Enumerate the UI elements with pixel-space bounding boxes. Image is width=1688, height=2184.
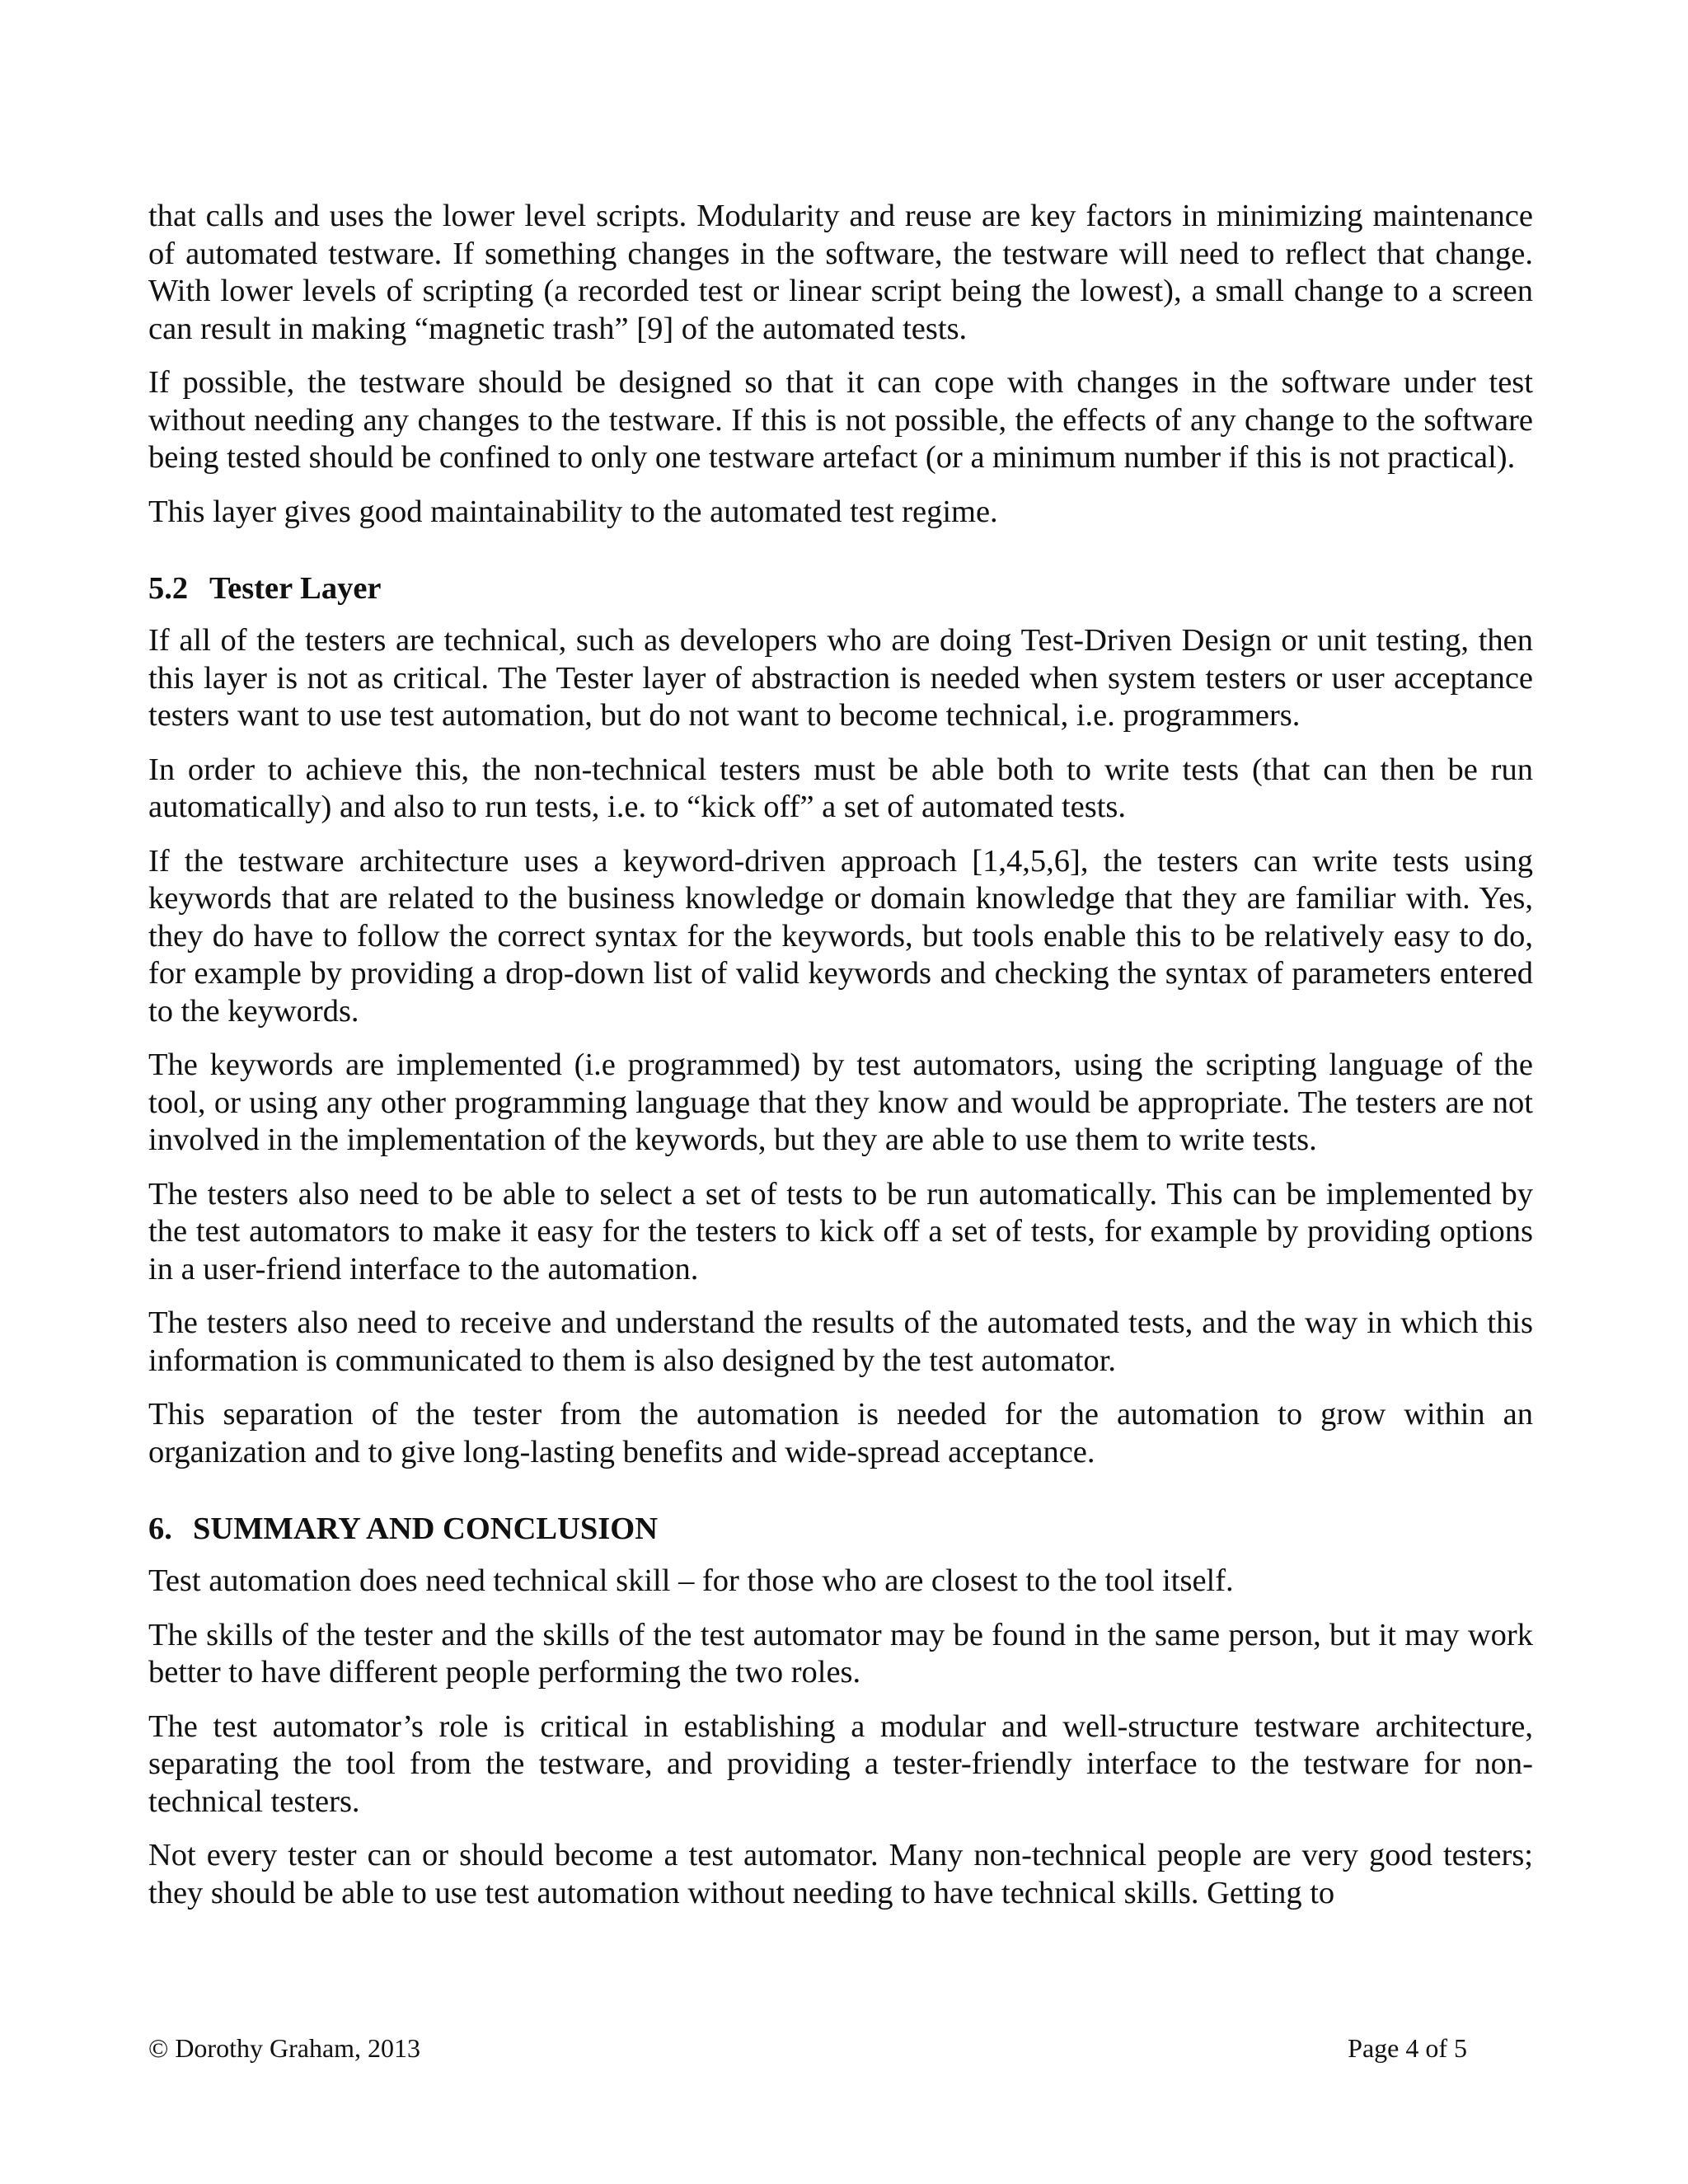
paragraph: If the testware architecture uses a keyword-driven approach [1,4,5,6], the testers can write tests using keywords that are related to the business knowledge or domain knowledge that they are familiar with. Yes, they do have to follow the correct syntax for the keywords, but tools enable this to be relatively easy to do, for example by providing a drop-down list of valid keywords and checking the syntax of parameters entered to the keywords. [148,843,1533,1029]
paragraph: Not every tester can or should become a test automator. Many non-technical people are very good testers; they should be able to use test automation without needing to have technical skills. Getting to [148,1838,1533,1910]
paragraph: The testers also need to receive and understand the results of the automated tests, and the way in which this information is communicated to them is also designed by the test automator. [148,1305,1533,1378]
paragraph: that calls and uses the lower level scripts. Modularity and reuse are key factors in minimizing maintenance of automated testware. If something changes in the software, the testware will need to reflect that change. With lower levels of scripting (a recorded test or linear script being the lowest), a small change to a screen can result in making “magnetic trash” [9] of the automated tests. [148,199,1533,346]
paragraph: This layer gives good maintainability to the automated test regime. [148,494,998,529]
section-number: 5.2 [148,571,189,606]
section-heading-5-2 [148,570,1533,607]
paragraph: The keywords are implemented (i.e programmed) by test automators, using the scripting language of the tool, or using any other programming language that they know and would be appropriate. The testers are not involved in the implementation of the keywords, but they are able to use them to write tests. [148,1047,1533,1157]
section-heading-6 [148,1511,1533,1548]
paragraph: If possible, the testware should be designed so that it can cope with changes in the software under test without needing any changes to the testware. If this is not possible, the effects of any change to the software being tested should be confined to only one testware artefact (or a minimum number if this is not practical). [148,365,1533,475]
footer-page-number: Page 4 of 5 [1348,2033,1467,2063]
paragraph: The testers also need to be able to select a set of tests to be run automatically. This can be implemented by the test automators to make it easy for the testers to kick off a set of tests, for example by providing options in a user-friend interface to the automation. [148,1176,1533,1286]
section-number: 6. [148,1511,172,1546]
paragraph: Test automation does need technical skill – for those who are closest to the tool itself. [148,1563,1234,1598]
paragraph: If all of the testers are technical, such as developers who are doing Test-Driven Design or unit testing, then this layer is not as critical. The Tester layer of abstraction is needed when system testers or user acceptance testers want to use test automation, but do not want to become technical, i.e. programmers. [148,623,1533,733]
paragraph: This separation of the tester from the automation is needed for the automation to grow within an organization and to give long-lasting benefits and wide-spread acceptance. [148,1397,1533,1469]
paragraph: The test automator’s role is critical in establishing a modular and well-structure testware architecture, separating the tool from the testware, and providing a tester-friendly interface to the testware for non-technical testers. [148,1708,1533,1819]
paragraph: In order to achieve this, the non-technical testers must be able both to write tests (that can then be run automatically) and also to run tests, i.e. to “kick off” a set of automated tests. [148,752,1533,824]
paragraph: The skills of the tester and the skills of the test automator may be found in the same person, but it may work better to have different people performing the two roles. [148,1617,1533,1690]
page-content [148,198,1533,1929]
section-title: SUMMARY AND CONCLUSION [193,1511,659,1546]
section-title: Tester Layer [209,571,382,606]
footer-copyright: © Dorothy Graham, 2013 [148,2033,421,2063]
